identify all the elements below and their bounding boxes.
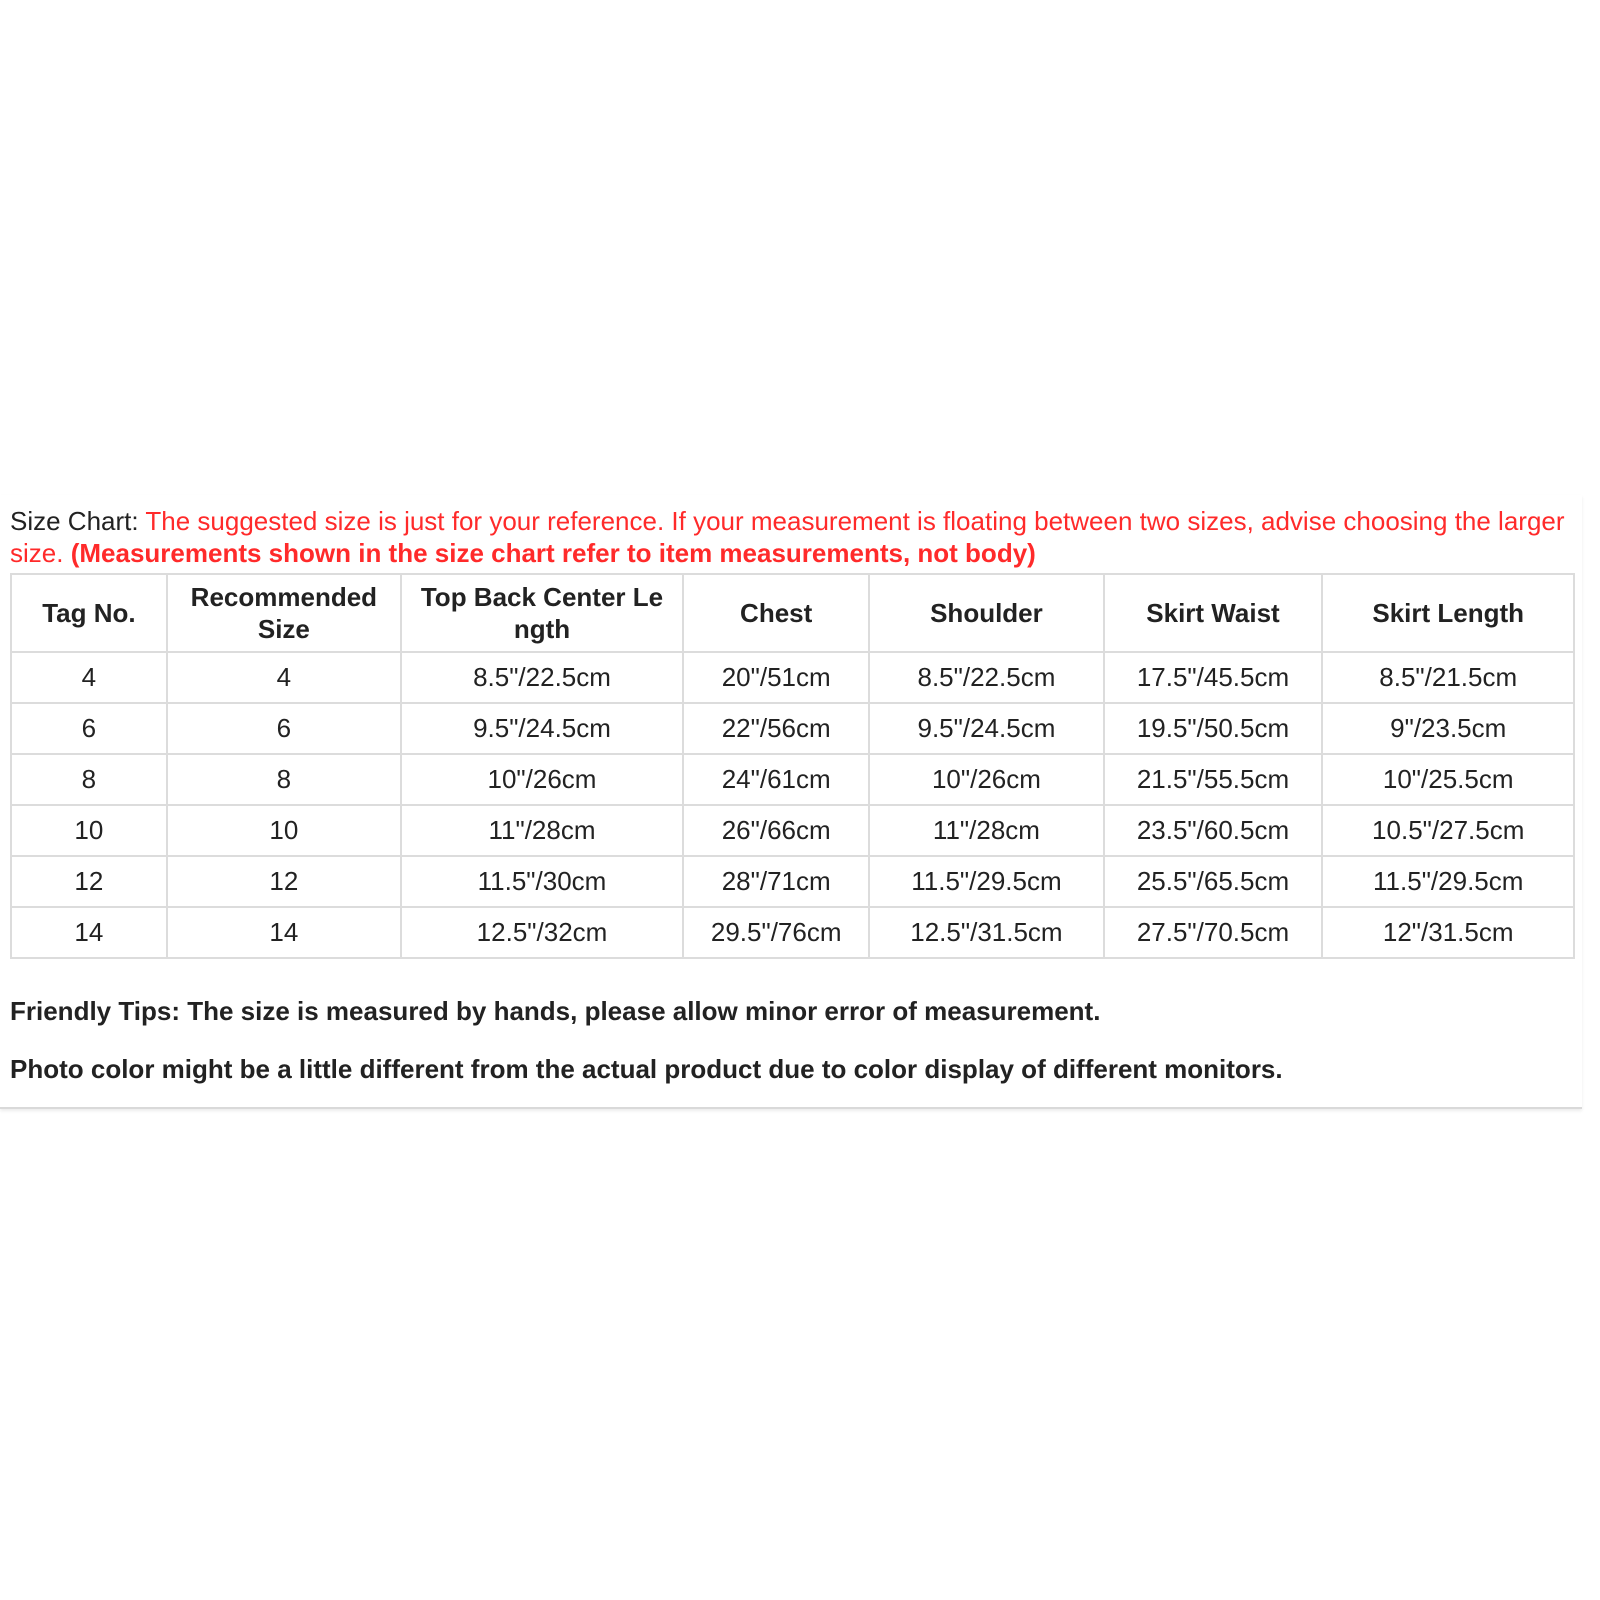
table-cell: 10 bbox=[11, 805, 167, 856]
size-advice-note: The suggested size is just for your reference. If your measurement is floating between two sizes, advise choosing the larger size. bbox=[10, 506, 1565, 568]
table-cell: 27.5"/70.5cm bbox=[1104, 907, 1323, 958]
size-chart-label: Size Chart: bbox=[10, 506, 139, 536]
table-cell: 21.5"/55.5cm bbox=[1104, 754, 1323, 805]
table-cell: 24"/61cm bbox=[683, 754, 869, 805]
table-cell: 10"/26cm bbox=[401, 754, 683, 805]
table-cell: 8 bbox=[11, 754, 167, 805]
table-cell: 6 bbox=[167, 703, 401, 754]
table-cell: 26"/66cm bbox=[683, 805, 869, 856]
table-cell: 11"/28cm bbox=[401, 805, 683, 856]
table-row bbox=[11, 856, 1574, 907]
table-cell: 17.5"/45.5cm bbox=[1104, 652, 1323, 703]
table-cell: 29.5"/76cm bbox=[683, 907, 869, 958]
table-cell: 20"/51cm bbox=[683, 652, 869, 703]
size-table bbox=[10, 573, 1575, 959]
table-cell: 11.5"/29.5cm bbox=[869, 856, 1103, 907]
table-cell: 22"/56cm bbox=[683, 703, 869, 754]
table-header-row bbox=[11, 574, 1574, 652]
photo-color-note: Photo color might be a little different from the actual product due to color display of different monitors. bbox=[10, 1054, 1283, 1084]
table-cell: 12 bbox=[11, 856, 167, 907]
table-cell: 10"/26cm bbox=[869, 754, 1103, 805]
table-cell: 14 bbox=[11, 907, 167, 958]
table-row bbox=[11, 754, 1574, 805]
table-cell: 12 bbox=[167, 856, 401, 907]
table-cell: 19.5"/50.5cm bbox=[1104, 703, 1323, 754]
header-shoulder: Shoulder bbox=[869, 574, 1103, 652]
table-cell: 11.5"/30cm bbox=[401, 856, 683, 907]
header-skirt-length: Skirt Length bbox=[1322, 574, 1574, 652]
table-cell: 8 bbox=[167, 754, 401, 805]
table-cell: 8.5"/22.5cm bbox=[401, 652, 683, 703]
table-cell: 11.5"/29.5cm bbox=[1322, 856, 1574, 907]
table-cell: 23.5"/60.5cm bbox=[1104, 805, 1323, 856]
table-row bbox=[11, 703, 1574, 754]
table-row bbox=[11, 652, 1574, 703]
table-cell: 12.5"/32cm bbox=[401, 907, 683, 958]
header-chest: Chest bbox=[683, 574, 869, 652]
table-cell: 11"/28cm bbox=[869, 805, 1103, 856]
table-cell: 9.5"/24.5cm bbox=[401, 703, 683, 754]
table-cell: 9"/23.5cm bbox=[1322, 703, 1574, 754]
table-cell: 12.5"/31.5cm bbox=[869, 907, 1103, 958]
header-recommended-size: Recommended Size bbox=[167, 574, 401, 652]
measurement-note: (Measurements shown in the size chart refer to item measurements, not body) bbox=[70, 538, 1036, 568]
table-cell: 4 bbox=[11, 652, 167, 703]
table-cell: 4 bbox=[167, 652, 401, 703]
header-tag-no: Tag No. bbox=[11, 574, 167, 652]
table-row bbox=[11, 805, 1574, 856]
size-chart-panel bbox=[0, 495, 1582, 1109]
table-cell: 8.5"/22.5cm bbox=[869, 652, 1103, 703]
table-cell: 28"/71cm bbox=[683, 856, 869, 907]
table-row bbox=[11, 907, 1574, 958]
header-top-back-center-length: Top Back Center Le ngth bbox=[401, 574, 683, 652]
table-cell: 10"/25.5cm bbox=[1322, 754, 1574, 805]
friendly-tips-text: Friendly Tips: The size is measured by hands, please allow minor error of measurement. bbox=[10, 996, 1101, 1026]
table-cell: 9.5"/24.5cm bbox=[869, 703, 1103, 754]
table-cell: 12"/31.5cm bbox=[1322, 907, 1574, 958]
table-cell: 10.5"/27.5cm bbox=[1322, 805, 1574, 856]
header-skirt-waist: Skirt Waist bbox=[1104, 574, 1323, 652]
table-cell: 8.5"/21.5cm bbox=[1322, 652, 1574, 703]
table-cell: 6 bbox=[11, 703, 167, 754]
size-chart-intro bbox=[10, 505, 1575, 569]
table-cell: 10 bbox=[167, 805, 401, 856]
table-cell: 25.5"/65.5cm bbox=[1104, 856, 1323, 907]
table-cell: 14 bbox=[167, 907, 401, 958]
